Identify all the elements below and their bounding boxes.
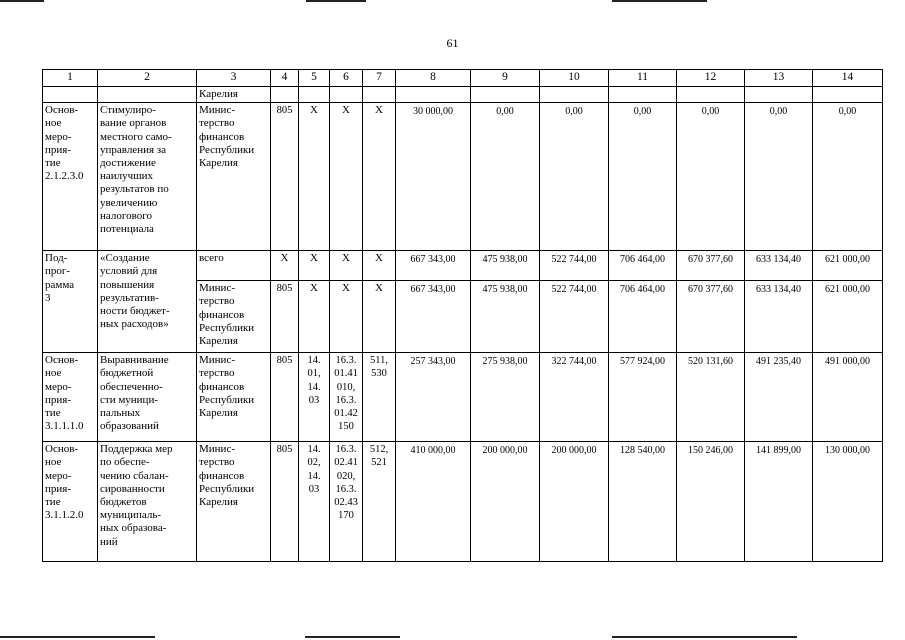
- table-cell: [330, 87, 363, 103]
- amount-cell: 621 000,00: [813, 281, 883, 353]
- amount-cell: 0,00: [609, 103, 677, 251]
- grbs-code: X: [271, 251, 299, 281]
- column-header-row: [43, 70, 883, 87]
- table-cell: [299, 87, 330, 103]
- table-cell: [609, 87, 677, 103]
- item-code: Под- прог- рамма 3: [43, 251, 98, 353]
- amount-cell: 520 131,60: [677, 353, 745, 442]
- amount-cell: 633 134,40: [745, 281, 813, 353]
- table-body: [43, 70, 883, 562]
- column-header: 7: [363, 70, 396, 87]
- expense-type: X: [363, 281, 396, 353]
- amount-cell: 706 464,00: [609, 281, 677, 353]
- amount-cell: 275 938,00: [471, 353, 540, 442]
- column-header: 12: [677, 70, 745, 87]
- column-header: 5: [299, 70, 330, 87]
- table-row: [43, 251, 883, 281]
- amount-cell: 128 540,00: [609, 442, 677, 562]
- item-executor: Минис- терство финансов Республики Карелия: [197, 281, 271, 353]
- table-cell: [677, 87, 745, 103]
- item-code: Основ- ное меро- прия- тие 3.1.1.1.0: [43, 353, 98, 442]
- grbs-code: 805: [271, 353, 299, 442]
- section-code: 14. 02, 14. 03: [299, 442, 330, 562]
- column-header: 13: [745, 70, 813, 87]
- table-row: [43, 103, 883, 251]
- table-cell: [271, 87, 299, 103]
- table-cell: [98, 87, 197, 103]
- item-code: Основ- ное меро- прия- тие 3.1.1.2.0: [43, 442, 98, 562]
- amount-cell: 633 134,40: [745, 251, 813, 281]
- item-executor: Минис- терство финансов Республики Карелия: [197, 442, 271, 562]
- amount-cell: 475 938,00: [471, 251, 540, 281]
- amount-cell: 200 000,00: [540, 442, 609, 562]
- amount-cell: 0,00: [471, 103, 540, 251]
- item-title: Стимулиро- вание органов местного само- управления за достижение наилучших результатов по увеличению налогового потенциала: [98, 103, 197, 251]
- amount-cell: 30 000,00: [396, 103, 471, 251]
- table-cell: [745, 87, 813, 103]
- section-code: X: [299, 251, 330, 281]
- target-code: 16.3. 02.41 020, 16.3. 02.43 170: [330, 442, 363, 562]
- amount-cell: 667 343,00: [396, 251, 471, 281]
- item-executor: всего: [197, 251, 271, 281]
- top-rule-left: [0, 0, 44, 2]
- amount-cell: 522 744,00: [540, 251, 609, 281]
- amount-cell: 200 000,00: [471, 442, 540, 562]
- table-cell: [43, 87, 98, 103]
- expense-type: X: [363, 103, 396, 251]
- amount-cell: 621 000,00: [813, 251, 883, 281]
- column-header: 1: [43, 70, 98, 87]
- item-title: Поддержка мер по обеспе- чению сбалан- сированности бюджетов муниципаль- ных образова- ний: [98, 442, 197, 562]
- amount-cell: 667 343,00: [396, 281, 471, 353]
- amount-cell: 130 000,00: [813, 442, 883, 562]
- table-cell: [396, 87, 471, 103]
- amount-cell: 706 464,00: [609, 251, 677, 281]
- amount-cell: 322 744,00: [540, 353, 609, 442]
- item-executor: Минис- терство финансов Республики Карелия: [197, 103, 271, 251]
- column-header: 2: [98, 70, 197, 87]
- amount-cell: 0,00: [540, 103, 609, 251]
- carry-over-text: Карелия: [197, 87, 271, 103]
- amount-cell: 141 899,00: [745, 442, 813, 562]
- grbs-code: 805: [271, 281, 299, 353]
- grbs-code: 805: [271, 103, 299, 251]
- column-header: 6: [330, 70, 363, 87]
- amount-cell: 670 377,60: [677, 281, 745, 353]
- amount-cell: 491 000,00: [813, 353, 883, 442]
- column-header: 11: [609, 70, 677, 87]
- amount-cell: 410 000,00: [396, 442, 471, 562]
- table-row: [43, 353, 883, 442]
- amount-cell: 257 343,00: [396, 353, 471, 442]
- column-header: 14: [813, 70, 883, 87]
- section-code: X: [299, 281, 330, 353]
- table-cell: [471, 87, 540, 103]
- item-code: Основ- ное меро- прия- тие 2.1.2.3.0: [43, 103, 98, 251]
- column-header: 8: [396, 70, 471, 87]
- item-executor: Минис- терство финансов Республики Карелия: [197, 353, 271, 442]
- table-cell: [363, 87, 396, 103]
- amount-cell: 0,00: [745, 103, 813, 251]
- top-rule-center: [306, 0, 366, 2]
- table-cell: [540, 87, 609, 103]
- bottom-rule-center: [305, 636, 400, 638]
- expense-type: X: [363, 251, 396, 281]
- bottom-rule-right: [612, 636, 797, 638]
- amount-cell: 577 924,00: [609, 353, 677, 442]
- column-header: 3: [197, 70, 271, 87]
- table-cell: [813, 87, 883, 103]
- expense-type: 511, 530: [363, 353, 396, 442]
- top-rule-right: [612, 0, 707, 2]
- target-code: X: [330, 103, 363, 251]
- amount-cell: 670 377,60: [677, 251, 745, 281]
- column-header: 9: [471, 70, 540, 87]
- target-code: X: [330, 281, 363, 353]
- page-number: 61: [446, 36, 459, 50]
- bottom-rule-left: [0, 636, 155, 638]
- amount-cell: 150 246,00: [677, 442, 745, 562]
- item-title: Выравнивание бюджетной обеспеченно- сти муници- пальных образований: [98, 353, 197, 442]
- target-code: 16.3. 01.41 010, 16.3. 01.42 150: [330, 353, 363, 442]
- amount-cell: 0,00: [677, 103, 745, 251]
- item-title: «Создание условий для повышения результатив- ности бюджет- ных расходов»: [98, 251, 197, 353]
- budget-table: [42, 69, 883, 562]
- column-header: 4: [271, 70, 299, 87]
- table-row: [43, 442, 883, 562]
- section-code: 14. 01, 14. 03: [299, 353, 330, 442]
- amount-cell: 0,00: [813, 103, 883, 251]
- carry-over-row: [43, 87, 883, 103]
- column-header: 10: [540, 70, 609, 87]
- amount-cell: 475 938,00: [471, 281, 540, 353]
- target-code: X: [330, 251, 363, 281]
- grbs-code: 805: [271, 442, 299, 562]
- amount-cell: 522 744,00: [540, 281, 609, 353]
- section-code: X: [299, 103, 330, 251]
- expense-type: 512, 521: [363, 442, 396, 562]
- amount-cell: 491 235,40: [745, 353, 813, 442]
